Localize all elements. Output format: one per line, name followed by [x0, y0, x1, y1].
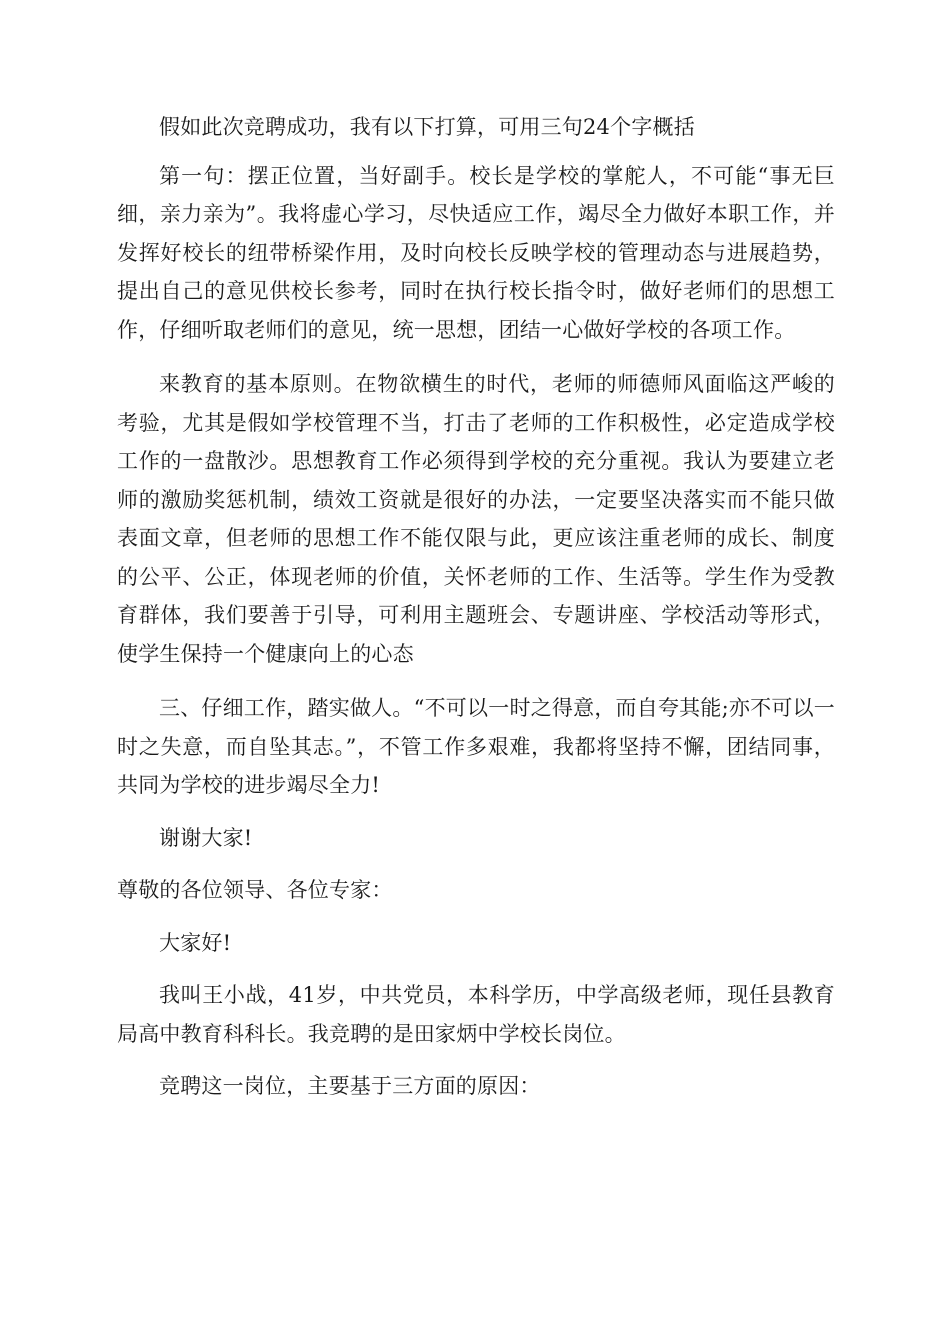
paragraph-education-principle: 来教育的基本原则。在物欲横生的时代，老师的师德师风面临这严峻的考验，尤其是假如学校管理不当，打击了老师的工作积极性，必定造成学校工作的一盘散沙。思想教育工作必须得到学校的充分重视。我认为要建立老师的激励奖惩机制，绩效工资就是很好的办法，一定要坚决落实而不能只做表面文章，但老师的思想工作不能仅限与此，更应该注重老师的成长、制度的公平、公正，体现老师的价值，关怀老师的工作、生活等。学生作为受教育群体，我们要善于引导，可利用主题班会、专题讲座、学校活动等形式，使学生保持一个健康向上的心态 — [117, 372, 835, 666]
paragraph-first-point: 第一句：摆正位置，当好副手。校长是学校的掌舵人，不可能“事无巨细，亲力亲为”。我将虚心学习，尽快适应工作，竭尽全力做好本职工作，并发挥好校长的纽带桥梁作用，及时向校长反映学校的管理动态与进展趋势，提出自己的意见供校长参考，同时在执行校长指令时，做好老师们的思想工作，仔细听取老师们的意见，统一思想，团结一心做好学校的各项工作。 — [117, 163, 835, 342]
paragraph-thanks: 谢谢大家! — [159, 825, 253, 850]
paragraph-reasons-intro: 竞聘这一岗位，主要基于三方面的原因： — [159, 1074, 541, 1098]
paragraph-salutation: 尊敬的各位领导、各位专家： — [117, 878, 393, 902]
document-page — [117, 108, 835, 1106]
paragraph-third-point: 三、仔细工作，踏实做人。“不可以一时之得意，而自夸其能;亦不可以一时之失意，而自坠其志。”，不管工作多艰难，我都将坚持不懈，团结同事，共同为学校的进步竭尽全力! — [117, 696, 835, 797]
paragraph-self-introduction: 我叫王小战，41岁，中共党员，本科学历，中学高级老师，现任县教育局高中教育科科长。我竞聘的是田家炳中学校长岗位。 — [117, 983, 835, 1046]
paragraph-plan-intro: 假如此次竞聘成功，我有以下打算，可用三句24个字概括 — [159, 115, 695, 139]
paragraph-greeting: 大家好! — [159, 930, 232, 955]
